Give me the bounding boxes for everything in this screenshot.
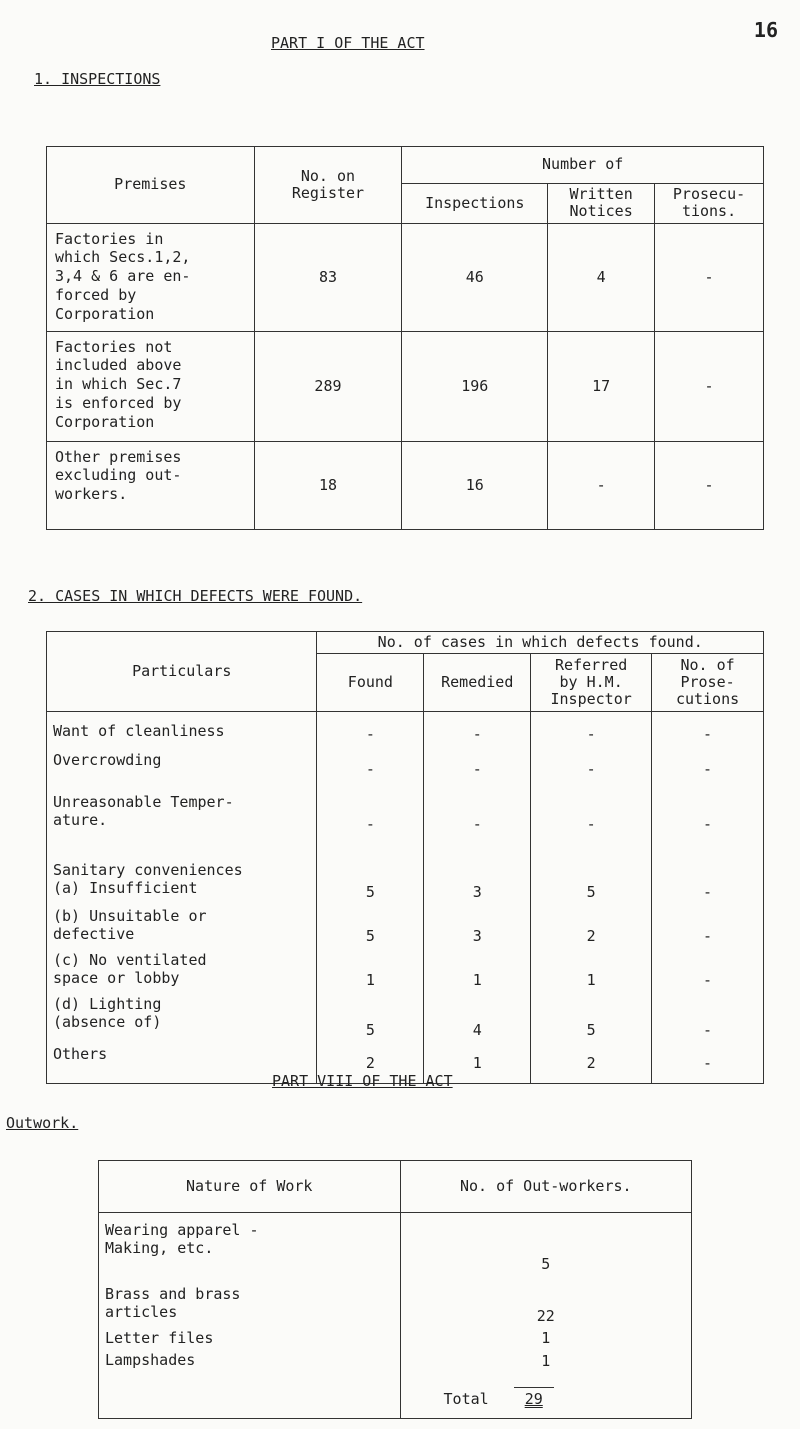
out-workers-count-header: No. of Out-workers. xyxy=(400,1161,692,1213)
table-cell: 22 xyxy=(400,1275,692,1327)
prosecutions-header: No. of Prose- cutions xyxy=(652,654,764,712)
table-cell: 5 xyxy=(531,858,652,904)
defects-group-header: No. of cases in which defects found. xyxy=(317,632,764,654)
table-cell: - xyxy=(652,992,764,1042)
prosecutions-header: Prosecu- tions. xyxy=(655,184,764,224)
part-one-title: PART I OF THE ACT xyxy=(271,34,425,52)
table-cell: - xyxy=(424,790,531,858)
table-cell: 1 xyxy=(400,1349,692,1373)
table-cell: - xyxy=(424,748,531,790)
table-cell: - xyxy=(531,712,652,748)
table-cell: 4 xyxy=(424,992,531,1042)
inspections-table xyxy=(46,146,764,530)
table-cell: - xyxy=(652,1042,764,1084)
table-row-particular: (b) Unsuitable or defective xyxy=(47,904,317,948)
outwork-table xyxy=(98,1160,692,1419)
table-row-nature: Brass and brass articles xyxy=(99,1275,401,1327)
found-header: Found xyxy=(317,654,424,712)
table-cell: - xyxy=(652,904,764,948)
table-cell: 17 xyxy=(548,331,655,441)
table-cell: - xyxy=(317,748,424,790)
table-cell: - xyxy=(548,441,655,529)
defects-heading: 2. CASES IN WHICH DEFECTS WERE FOUND. xyxy=(28,587,363,605)
table-row-premises: Other premises excluding out- workers. xyxy=(47,441,255,529)
table-cell: - xyxy=(652,858,764,904)
table-cell: 1 xyxy=(424,948,531,992)
table-cell: - xyxy=(655,223,764,331)
table-cell: - xyxy=(652,790,764,858)
table-cell: 4 xyxy=(548,223,655,331)
table-cell: 18 xyxy=(254,441,402,529)
table-cell: 1 xyxy=(424,1042,531,1084)
table-cell: 2 xyxy=(317,1042,424,1084)
notices-header: Written Notices xyxy=(548,184,655,224)
table-row-particular: Unreasonable Temper- ature. xyxy=(47,790,317,858)
table-cell: - xyxy=(531,748,652,790)
table-cell: - xyxy=(317,712,424,748)
table-cell: 1 xyxy=(317,948,424,992)
table-cell: 5 xyxy=(317,992,424,1042)
table-cell: 3 xyxy=(424,858,531,904)
table-cell: 5 xyxy=(317,904,424,948)
table-cell: - xyxy=(655,441,764,529)
table-row-premises: Factories in which Secs.1,2, 3,4 & 6 are en- forced by Corporation xyxy=(47,223,255,331)
table-cell: - xyxy=(531,790,652,858)
table-cell: - xyxy=(317,790,424,858)
particulars-header: Particulars xyxy=(47,632,317,712)
remedied-header: Remedied xyxy=(424,654,531,712)
table-cell: 46 xyxy=(402,223,548,331)
table-cell: 5 xyxy=(400,1213,692,1275)
table-cell: 5 xyxy=(531,992,652,1042)
total-label: Total xyxy=(443,1389,489,1408)
defects-table xyxy=(46,631,764,1084)
table-cell: - xyxy=(652,712,764,748)
table-row-nature: Wearing apparel - Making, etc. xyxy=(99,1213,401,1275)
inspections-header: Inspections xyxy=(402,184,548,224)
nature-of-work-header: Nature of Work xyxy=(99,1161,401,1213)
table-cell: 196 xyxy=(402,331,548,441)
table-cell: 1 xyxy=(531,948,652,992)
table-cell: 289 xyxy=(254,331,402,441)
total-value: 29 xyxy=(524,1389,543,1408)
inspections-heading: 1. INSPECTIONS xyxy=(34,70,161,88)
number-of-header: Number of xyxy=(402,147,764,184)
table-row-particular: Others xyxy=(47,1042,317,1084)
table-row-particular: Want of cleanliness xyxy=(47,712,317,748)
table-row-particular: Overcrowding xyxy=(47,748,317,790)
table-row-nature: Letter files xyxy=(99,1327,401,1349)
table-row-particular: Sanitary conveniences (a) Insufficient xyxy=(47,858,317,904)
table-cell: - xyxy=(655,331,764,441)
page-number: 16 xyxy=(753,18,778,42)
table-cell: 2 xyxy=(531,904,652,948)
table-cell: 1 xyxy=(400,1327,692,1349)
part-eight-title: PART VIII OF THE ACT xyxy=(272,1072,453,1090)
referred-header: Referred by H.M. Inspector xyxy=(531,654,652,712)
table-row-particular: (d) Lighting (absence of) xyxy=(47,992,317,1042)
table-cell: - xyxy=(424,712,531,748)
table-cell: 5 xyxy=(317,858,424,904)
table-cell: 2 xyxy=(531,1042,652,1084)
premises-header: Premises xyxy=(47,147,255,224)
table-row-particular: (c) No ventilated space or lobby xyxy=(47,948,317,992)
table-row-nature: Lampshades xyxy=(99,1349,401,1373)
table-cell: - xyxy=(652,948,764,992)
table-cell: 83 xyxy=(254,223,402,331)
register-header: No. on Register xyxy=(254,147,402,224)
table-cell: 16 xyxy=(402,441,548,529)
table-row-premises: Factories not included above in which Sec.7 is enforced by Corporation xyxy=(47,331,255,441)
table-cell: - xyxy=(652,748,764,790)
outwork-heading: Outwork. xyxy=(6,1114,79,1132)
table-cell: 3 xyxy=(424,904,531,948)
